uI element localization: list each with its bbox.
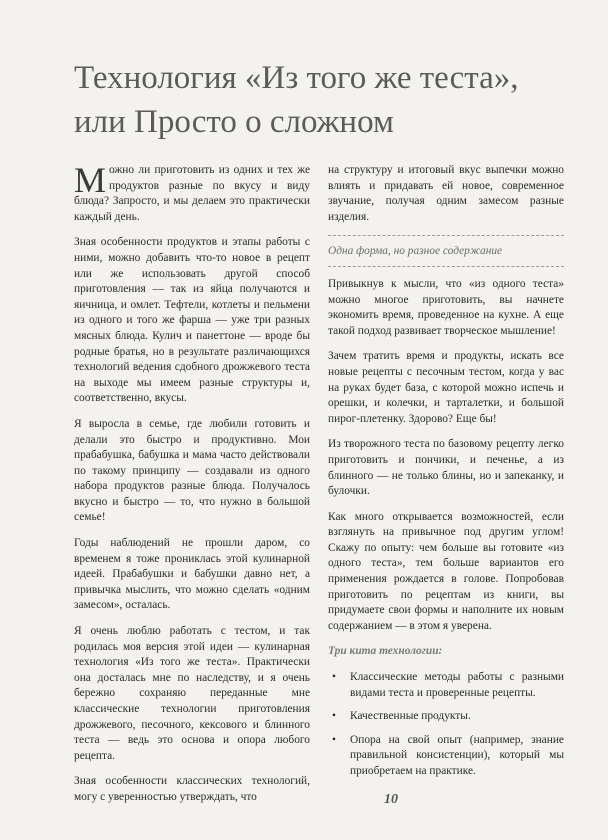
paragraph: Зная особенности продуктов и этапы работы с ними, можно добавить что-то новое в рецепт или же использовать другой способ приготовления — так из яйца получаются и яичница, и омлет. Тефтели, котлеты и пельмени из одного и того же фарша — уже три разных мясных блюда. Кулич и панеттоне — вроде бы родные братья, но в результате различающихся технологий ведения сдобного дрожжевого теста на выходе мы имеем разные структуры и, соответственно, вкусы. [74, 236, 310, 405]
paragraph: на структуру и итоговый вкус выпечки можно влиять и придавать ей новое, современное звучание, получая одним замесом разные изделия. [328, 164, 564, 223]
bullet-icon: • [332, 710, 336, 723]
title-line-1: Технология «Из того же теста», [74, 60, 519, 96]
right-column [328, 163, 564, 788]
list-item [328, 670, 564, 701]
left-column [74, 160, 310, 816]
section-subheading: Одна форма, но разное содержание [328, 235, 564, 267]
paragraph: Годы наблюдений не прошли даром, со временем я тоже прониклась этой кулинарной идеей. Прабабушки и бабушки давно нет, а привычка мыслить, что можно сделать «одним замесом», осталась. [74, 537, 310, 612]
drop-cap: М [74, 160, 107, 200]
list-item [328, 733, 564, 780]
subhead-box [328, 235, 564, 267]
paragraph: Из творожного теста по базовому рецепту легко приготовить и пончики, и печенье, а из блинного — не только блины, но и запеканку, и булочки. [328, 438, 564, 498]
bullet-icon: • [332, 733, 336, 746]
list-heading: Три кита технологии: [328, 645, 443, 658]
paragraph: Я выросла в семье, где любили готовить и делали это быстро и продуктивно. Мои прабабушка, бабушка и мама часто действовали по такому принципу — создавали из одного набора продуктов разные блюда. Получалось вкусно и быстро — то, что нужно в большой семье! [74, 417, 310, 524]
list-item-text: Классические методы работы с разными видами теста и проверенные рецепты. [350, 671, 564, 699]
list-item-text: Опора на свой опыт (например, знание правильной консистенции), который мы приобретаем на практике. [350, 733, 564, 777]
page-number: 10 [384, 792, 398, 807]
paragraph: Привыкнув к мысли, что «из одного теста» можно многое приготовить, вы начнете экономить время, проведенное на кухне. А еще такой подход развивает творческое мышление! [328, 277, 564, 337]
title-line-2: или Просто о сложном [74, 104, 394, 140]
page-title [74, 56, 574, 144]
paragraph [74, 160, 310, 225]
list-item-text: Качественные продукты. [350, 710, 471, 723]
paragraph-text: ожно ли приготовить из одних и тех же продуктов разные по вкусу и виду блюда? Запросто, и мы делаем это практически каждый день. [74, 164, 310, 223]
paragraph: Зачем тратить время и продукты, искать все новые рецепты с песочным тестом, когда у вас на руках будет база, с которой можно испечь и орешки, и колечки, и тарталетки, и большой пирог-плетенку. Здорово? Еще бы! [328, 350, 564, 425]
list-item [328, 709, 564, 725]
paragraph: Как много открывается возможностей, если взглянуть на привычное под другим углом! Скажу по опыту: чем больше вы готовите «из одного теста», тем больше вариантов его применения рождается в голове. Попробовав приготовить по рецептам из книги, вы придумаете свои формы и наполните их новым содержанием — в этом я уверена. [328, 510, 564, 632]
paragraph: Зная особенности классических технологий, могу с уверенностью утверждать, что [74, 775, 310, 803]
bullet-list [328, 670, 564, 780]
paragraph: Я очень люблю работать с тестом, и так родилась моя версия этой идеи — кулинарная технология «Из того же теста». Практически она досталась мне по наследству, и я очень бережно сохраняю переданные мне классические технологии приготовления дрожжевого, песочного, кексового и блинного теста — ведь это основа и опора любого рецепта. [74, 625, 310, 762]
bullet-icon: • [332, 671, 336, 684]
